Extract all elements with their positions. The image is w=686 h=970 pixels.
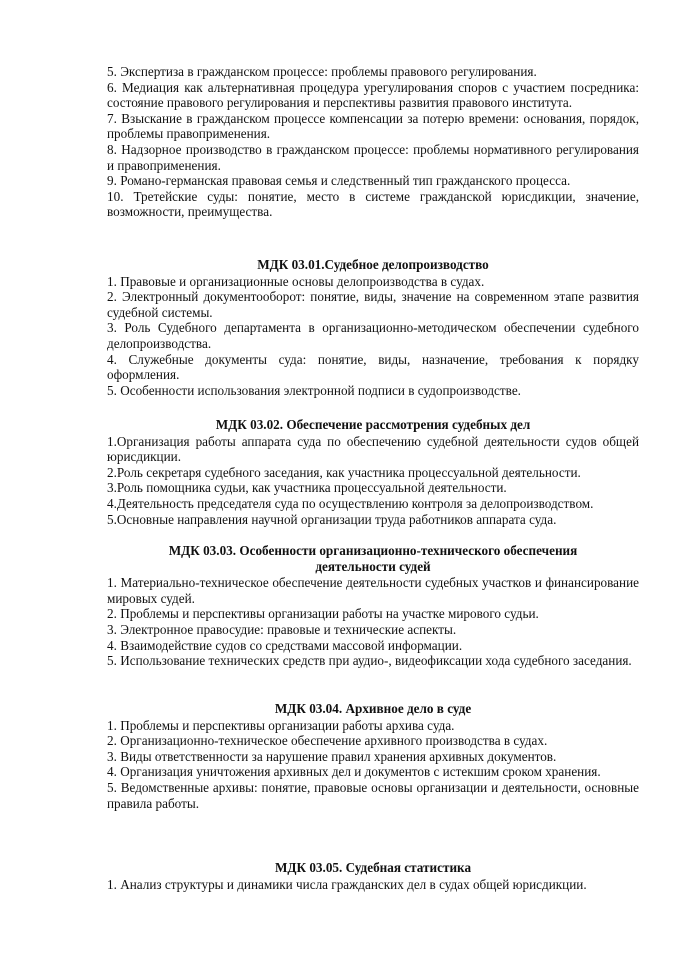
section-mdk-0301 <box>107 257 639 398</box>
list-item: 1.Организация работы аппарата суда по обеспечению судебной деятельности судов общей юрисдикции. <box>107 433 639 465</box>
list-item: 1. Правовые и организационные основы делопроизводства в судах. <box>107 273 485 289</box>
list-item: 2. Организационно-техническое обеспечение архивного производства в судах. <box>107 733 548 749</box>
section-heading: МДК 03.01.Судебное делопроизводство <box>257 257 489 272</box>
list-item: 7. Взыскание в гражданском процессе компенсации за потерю времени: основания, порядок, проблемы правоприменения. <box>107 110 639 142</box>
list-item: 5. Экспертиза в гражданском процессе: проблемы правового регулирования. <box>107 64 537 79</box>
list-item: 9. Романо-германская правовая семья и следственный тип гражданского процесса. <box>107 173 571 189</box>
list-item: 4. Взаимодействие судов со средствами массовой информации. <box>107 637 463 653</box>
section-mdk-0304 <box>107 701 639 811</box>
list-item: 2.Роль секретаря судебного заседания, как участника процессуальной деятельности. <box>107 464 581 480</box>
list-item: 3. Электронное правосудие: правовые и технические аспекты. <box>107 621 457 637</box>
list-item: 8. Надзорное производство в гражданском процессе: проблемы нормативного регулирования и правоприменения. <box>107 141 639 173</box>
section-mdk-0305 <box>107 860 639 892</box>
section-heading: МДК 03.05. Судебная статистика <box>274 860 472 875</box>
list-item: 5. Использование технических средств при аудио-, видеофиксации хода судебного заседания. <box>107 653 632 669</box>
list-item: 1. Материально-техническое обеспечение деятельности судебных участков и финансирование мировых судей. <box>107 575 639 606</box>
list-item: 5.Основные направления научной организации труда работников аппарата суда. <box>107 511 557 527</box>
list-item: 3.Роль помощника судьи, как участника процессуальной деятельности. <box>107 480 507 496</box>
list-item: 3. Роль Судебного департамента в организационно-методическом обеспечении судебного делопроизводства. <box>107 320 639 351</box>
section-mdk-0302 <box>107 417 639 527</box>
section-heading <box>107 543 639 574</box>
list-item: 4. Организация уничтожения архивных дел и документов с истекшим сроком хранения. <box>107 764 601 780</box>
list-item: 4. Служебные документы суда: понятие, виды, назначение, требования к порядку оформления. <box>107 351 639 383</box>
list-item: 5. Ведомственные архивы: понятие, правовые основы организации и деятельности, основные правила работы. <box>107 779 639 811</box>
list-item: 1. Проблемы и перспективы организации работы архива суда. <box>107 717 455 733</box>
list-item: 2. Проблемы и перспективы организации работы на участке мирового судьи. <box>107 606 539 622</box>
section-heading-line1: МДК 03.03. Особенности организационно-технического обеспечения <box>168 543 578 558</box>
section-mdk-0303 <box>107 543 639 669</box>
section-heading-line2: деятельности судей <box>315 558 431 574</box>
list-item: 5. Особенности использования электронной подписи в судопроизводстве. <box>107 382 521 398</box>
list-item: 2. Электронный документооборот: понятие, виды, значение на современном этапе развития судебной системы. <box>107 289 639 320</box>
section-heading: МДК 03.04. Архивное дело в суде <box>274 701 472 716</box>
list-item: 6. Медиация как альтернативная процедура урегулирования споров с участием посредника: состояние правового регулирования и перспективы развития правового института. <box>107 79 639 111</box>
section-top <box>107 64 639 220</box>
list-item: 4.Деятельность председателя суда по осуществлению контроля за делопроизводством. <box>107 495 594 511</box>
list-item: 10. Третейские суды: понятие, место в системе гражданской юрисдикции, значение, возможности, преимущества. <box>107 188 639 220</box>
list-item: 3. Виды ответственности за нарушение правил хранения архивных документов. <box>107 748 557 764</box>
section-heading: МДК 03.02. Обеспечение рассмотрения судебных дел <box>215 417 531 432</box>
list-item: 1. Анализ структуры и динамики числа гражданских дел в судах общей юрисдикции. <box>107 876 587 892</box>
